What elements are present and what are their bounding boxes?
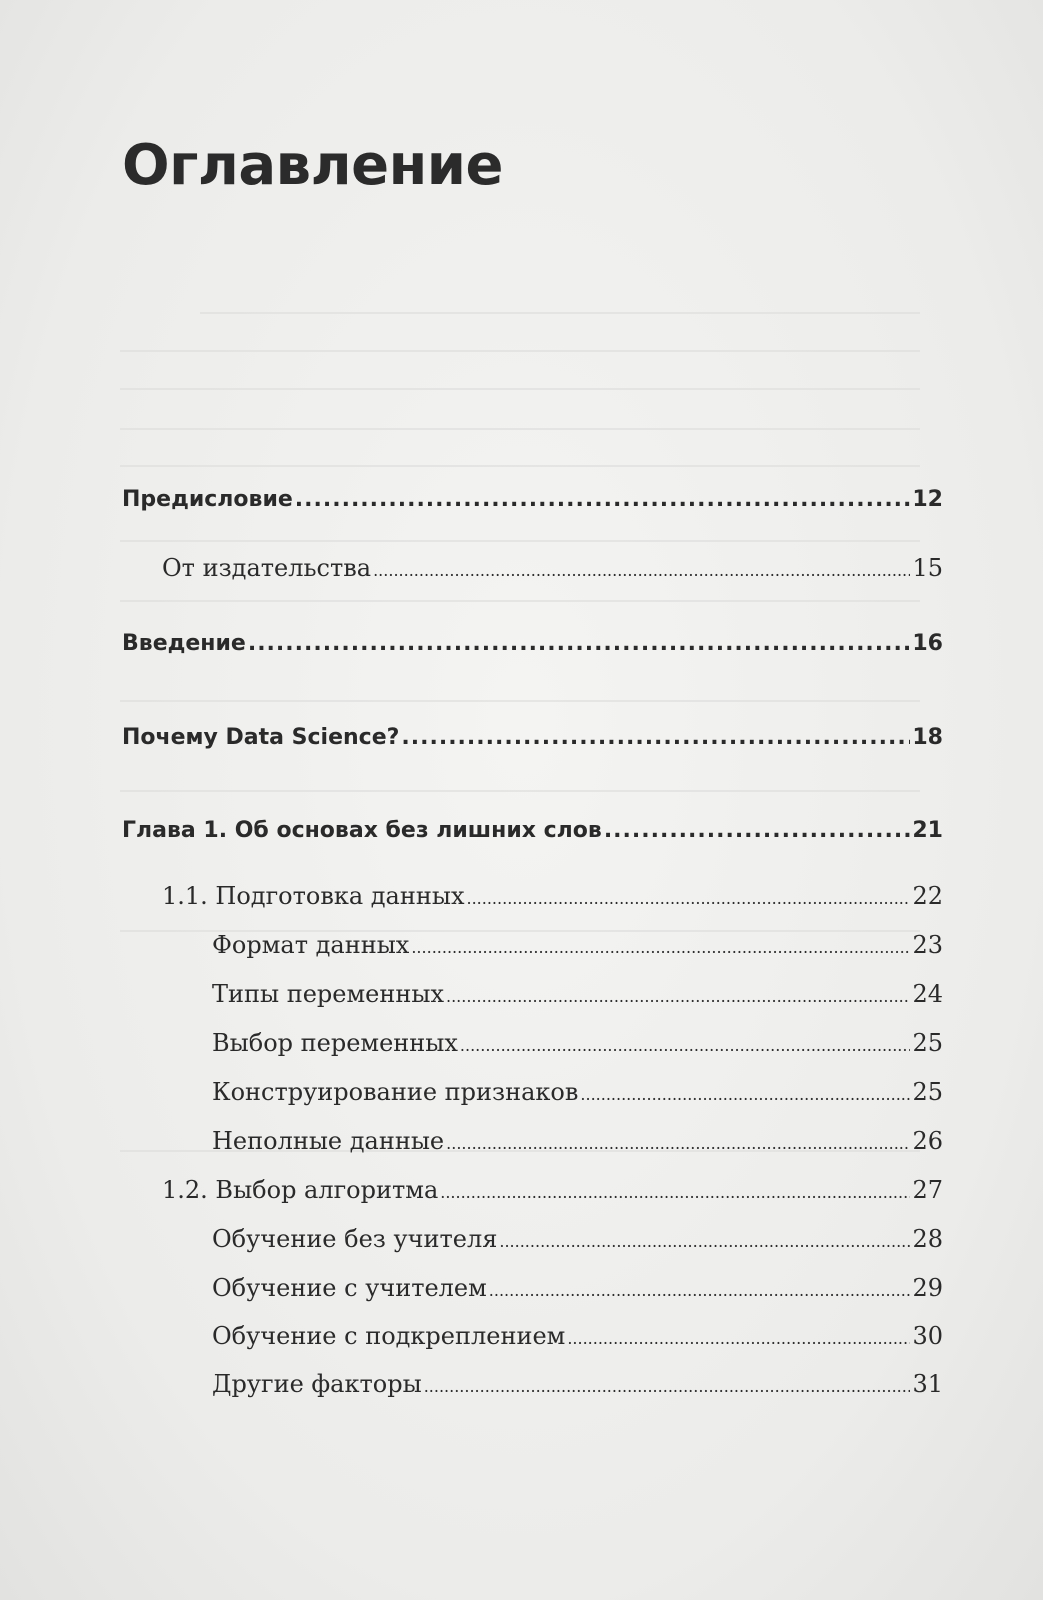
- toc-page-number: 16: [912, 631, 943, 656]
- toc-entry[interactable]: [162, 1176, 943, 1204]
- toc-entry-label: Неполные данные: [212, 1127, 445, 1155]
- toc-entry[interactable]: [212, 1078, 943, 1106]
- toc-entry-label: Обучение без учителя: [212, 1225, 498, 1253]
- toc-entry[interactable]: [212, 931, 943, 959]
- toc-entry[interactable]: [162, 882, 943, 910]
- dot-leader: [446, 1134, 910, 1153]
- toc-entry[interactable]: [212, 1029, 943, 1057]
- toc-entry-label: Другие факторы: [212, 1370, 422, 1398]
- toc-entry-label: Типы переменных: [212, 980, 444, 1008]
- toc-entry-label: Введение: [122, 631, 246, 656]
- toc-page-number: 27: [912, 1176, 943, 1204]
- toc-page-number: 15: [912, 554, 943, 582]
- toc-entry-label: Обучение с подкреплением: [212, 1322, 566, 1350]
- dot-leader: [489, 1281, 911, 1300]
- toc-page-number: 25: [912, 1029, 943, 1057]
- dot-leader: [567, 1329, 910, 1348]
- toc-entry[interactable]: [212, 1127, 943, 1155]
- toc-entry-label: 1.1. Подготовка данных: [162, 882, 465, 910]
- toc-entry[interactable]: [122, 818, 943, 843]
- toc-page-number: 25: [912, 1078, 943, 1106]
- toc-entry[interactable]: [162, 554, 943, 582]
- toc-page-number: 21: [912, 818, 943, 843]
- toc-entry-label: 1.2. Выбор алгоритма: [162, 1176, 439, 1204]
- dot-leader: [580, 1085, 910, 1104]
- toc-page-number: 26: [912, 1127, 943, 1155]
- toc-entry-label: Предисловие: [122, 487, 293, 512]
- dot-leader: [424, 1377, 911, 1396]
- toc-page-number: 22: [912, 882, 943, 910]
- toc-entry[interactable]: [212, 1225, 943, 1253]
- dot-leader: [467, 889, 911, 908]
- toc-entry[interactable]: [212, 1322, 943, 1350]
- toc-entry[interactable]: [122, 487, 943, 512]
- toc-page-number: 28: [912, 1225, 943, 1253]
- toc-entry-label: Глава 1. Об основах без лишних слов: [122, 818, 602, 843]
- dot-leader: [446, 987, 910, 1006]
- dot-leader: [373, 561, 910, 580]
- toc-entry[interactable]: [122, 725, 943, 750]
- dot-leader: [295, 487, 911, 512]
- dot-leader: [460, 1036, 911, 1055]
- toc-entry-label: Выбор переменных: [212, 1029, 458, 1057]
- toc-page-number: 30: [912, 1322, 943, 1350]
- dot-leader: [499, 1232, 910, 1251]
- dot-leader: [248, 631, 911, 656]
- toc-page-number: 31: [912, 1370, 943, 1398]
- toc-entry-label: Почему Data Science?: [122, 725, 400, 750]
- dot-leader: [440, 1183, 910, 1202]
- dot-leader: [411, 938, 910, 957]
- toc-page-number: 24: [912, 980, 943, 1008]
- toc-entry-label: Обучение с учителем: [212, 1274, 487, 1302]
- toc-entry-label: Конструирование признаков: [212, 1078, 579, 1106]
- toc-entry[interactable]: [212, 1274, 943, 1302]
- toc-page-number: 12: [912, 487, 943, 512]
- toc-page-number: 29: [912, 1274, 943, 1302]
- toc-entry-label: Формат данных: [212, 931, 410, 959]
- toc-page-number: 18: [912, 725, 943, 750]
- dot-leader: [604, 818, 911, 843]
- dot-leader: [401, 725, 910, 750]
- toc-page-number: 23: [912, 931, 943, 959]
- toc-entry-label: От издательства: [162, 554, 372, 582]
- toc-entry[interactable]: [122, 631, 943, 656]
- toc-entry[interactable]: [212, 980, 943, 1008]
- toc-entry[interactable]: [212, 1370, 943, 1398]
- page-title: Оглавление: [122, 133, 504, 198]
